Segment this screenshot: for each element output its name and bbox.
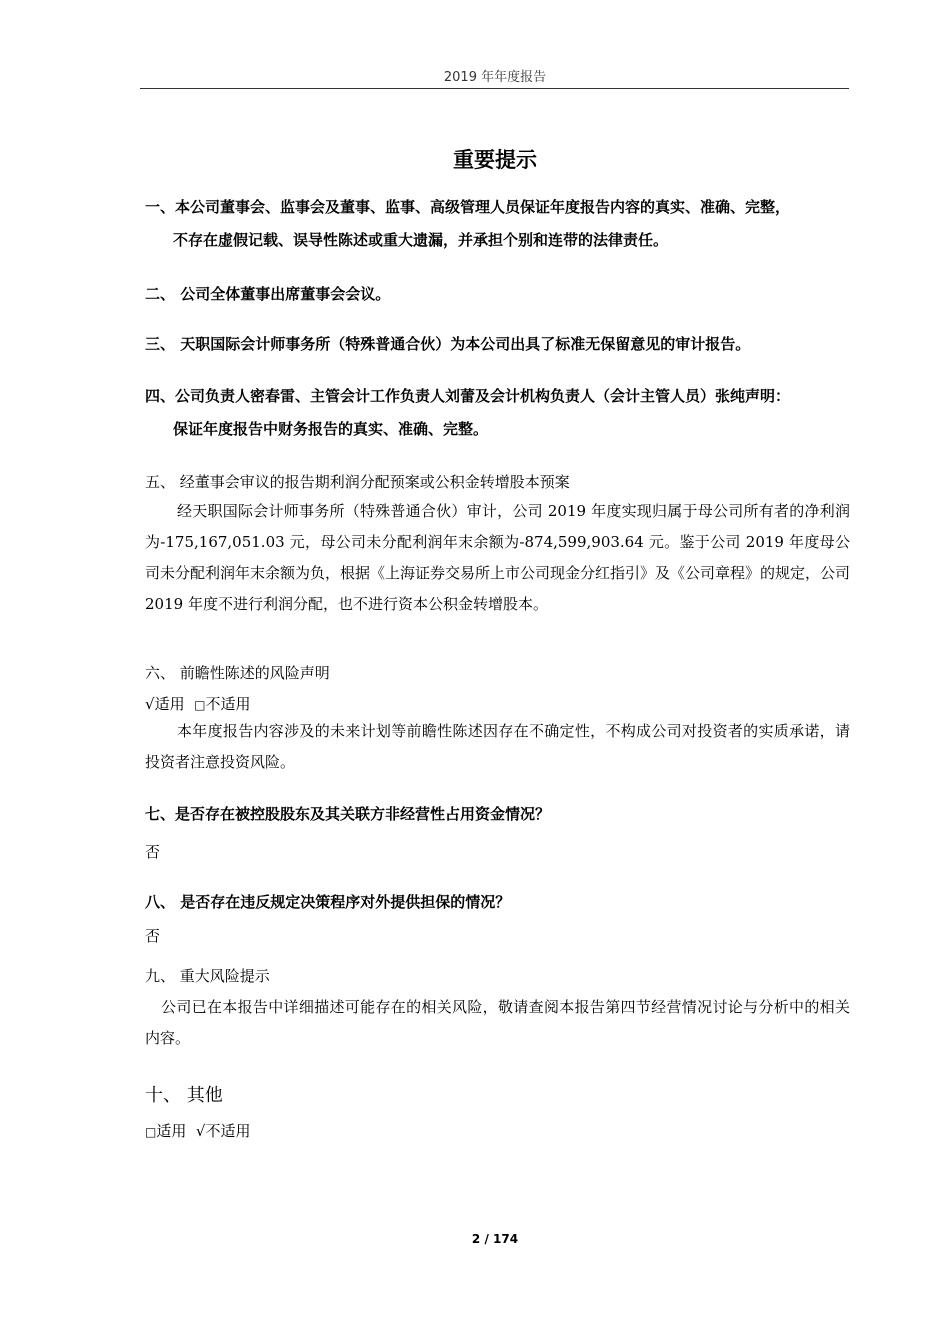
check-mark-icon: √ <box>145 695 155 713</box>
page-number: 2 / 174 <box>471 1232 519 1246</box>
page-title: 重要提示 <box>453 148 537 172</box>
option-applicable-label: 适用 <box>154 695 185 713</box>
option-not-applicable-label: 不适用 <box>205 1122 251 1140</box>
item-six-heading: 六、 前瞻性陈述的风险声明 <box>145 664 330 682</box>
item-ten-heading: 十、 其他 <box>145 1085 223 1106</box>
item-eight-answer: 否 <box>145 927 161 945</box>
running-header: 2019 年年度报告 <box>443 70 547 85</box>
item-one-line2: 不存在虚假记载、误导性陈述或重大遗漏，并承担个别和连带的法律责任。 <box>173 231 669 249</box>
item-five-body: 经天职国际会计师事务所（特殊普通合伙）审计，公司 2019 年度实现归属于母公司所有者的净利润为-175,167,051.03 元，母公司未分配利润年末余额为-874,599,903.64 元。鉴于公司 2019 年度母公司未分配利润年末余额为负，根据《上海证券交易所上市公司现金分红指引》及《公司章程》的规定，公司 2019 年度不进行利润分配，也不进行资本公积金转增股本。 <box>145 502 851 613</box>
item-ten-options <box>145 1120 250 1141</box>
item-five-heading: 五、 经董事会审议的报告期利润分配预案或公积金转增股本预案 <box>145 473 570 491</box>
checkbox-empty-icon: □ <box>194 698 206 712</box>
item-four-line1: 四、公司负责人密春雷、主管会计工作负责人刘蕾及会计机构负责人（会计主管人员）张纯声明： <box>145 387 791 405</box>
item-seven-answer: 否 <box>145 843 161 861</box>
item-six-body: 本年度报告内容涉及的未来计划等前瞻性陈述因存在不确定性，不构成公司对投资者的实质承诺，请投资者注意投资风险。 <box>145 722 850 771</box>
item-nine-heading: 九、 重大风险提示 <box>145 967 270 985</box>
option-not-applicable-label: 不适用 <box>205 695 251 713</box>
item-seven-heading: 七、是否存在被控股股东及其关联方非经营性占用资金情况？ <box>145 805 551 823</box>
item-three: 三、 天职国际会计师事务所（特殊普通合伙）为本公司出具了标准无保留意见的审计报告。 <box>145 335 751 353</box>
item-nine-body: 公司已在本报告中详细描述可能存在的相关风险，敬请查阅本报告第四节经营情况讨论与分析中的相关内容。 <box>145 998 850 1047</box>
checkbox-empty-icon: □ <box>145 1125 157 1139</box>
option-applicable-label: 适用 <box>156 1122 187 1140</box>
item-six-options <box>145 693 250 714</box>
item-eight-heading: 八、 是否存在违反规定决策程序对外提供担保的情况？ <box>145 893 511 911</box>
item-four-line2: 保证年度报告中财务报告的真实、准确、完整。 <box>173 420 489 438</box>
item-one-line1: 一、本公司董事会、监事会及董事、监事、高级管理人员保证年度报告内容的真实、准确、完整， <box>145 198 791 216</box>
header-divider <box>140 88 849 89</box>
check-mark-icon: √ <box>195 1122 206 1140</box>
item-two: 二、 公司全体董事出席董事会会议。 <box>145 285 391 303</box>
